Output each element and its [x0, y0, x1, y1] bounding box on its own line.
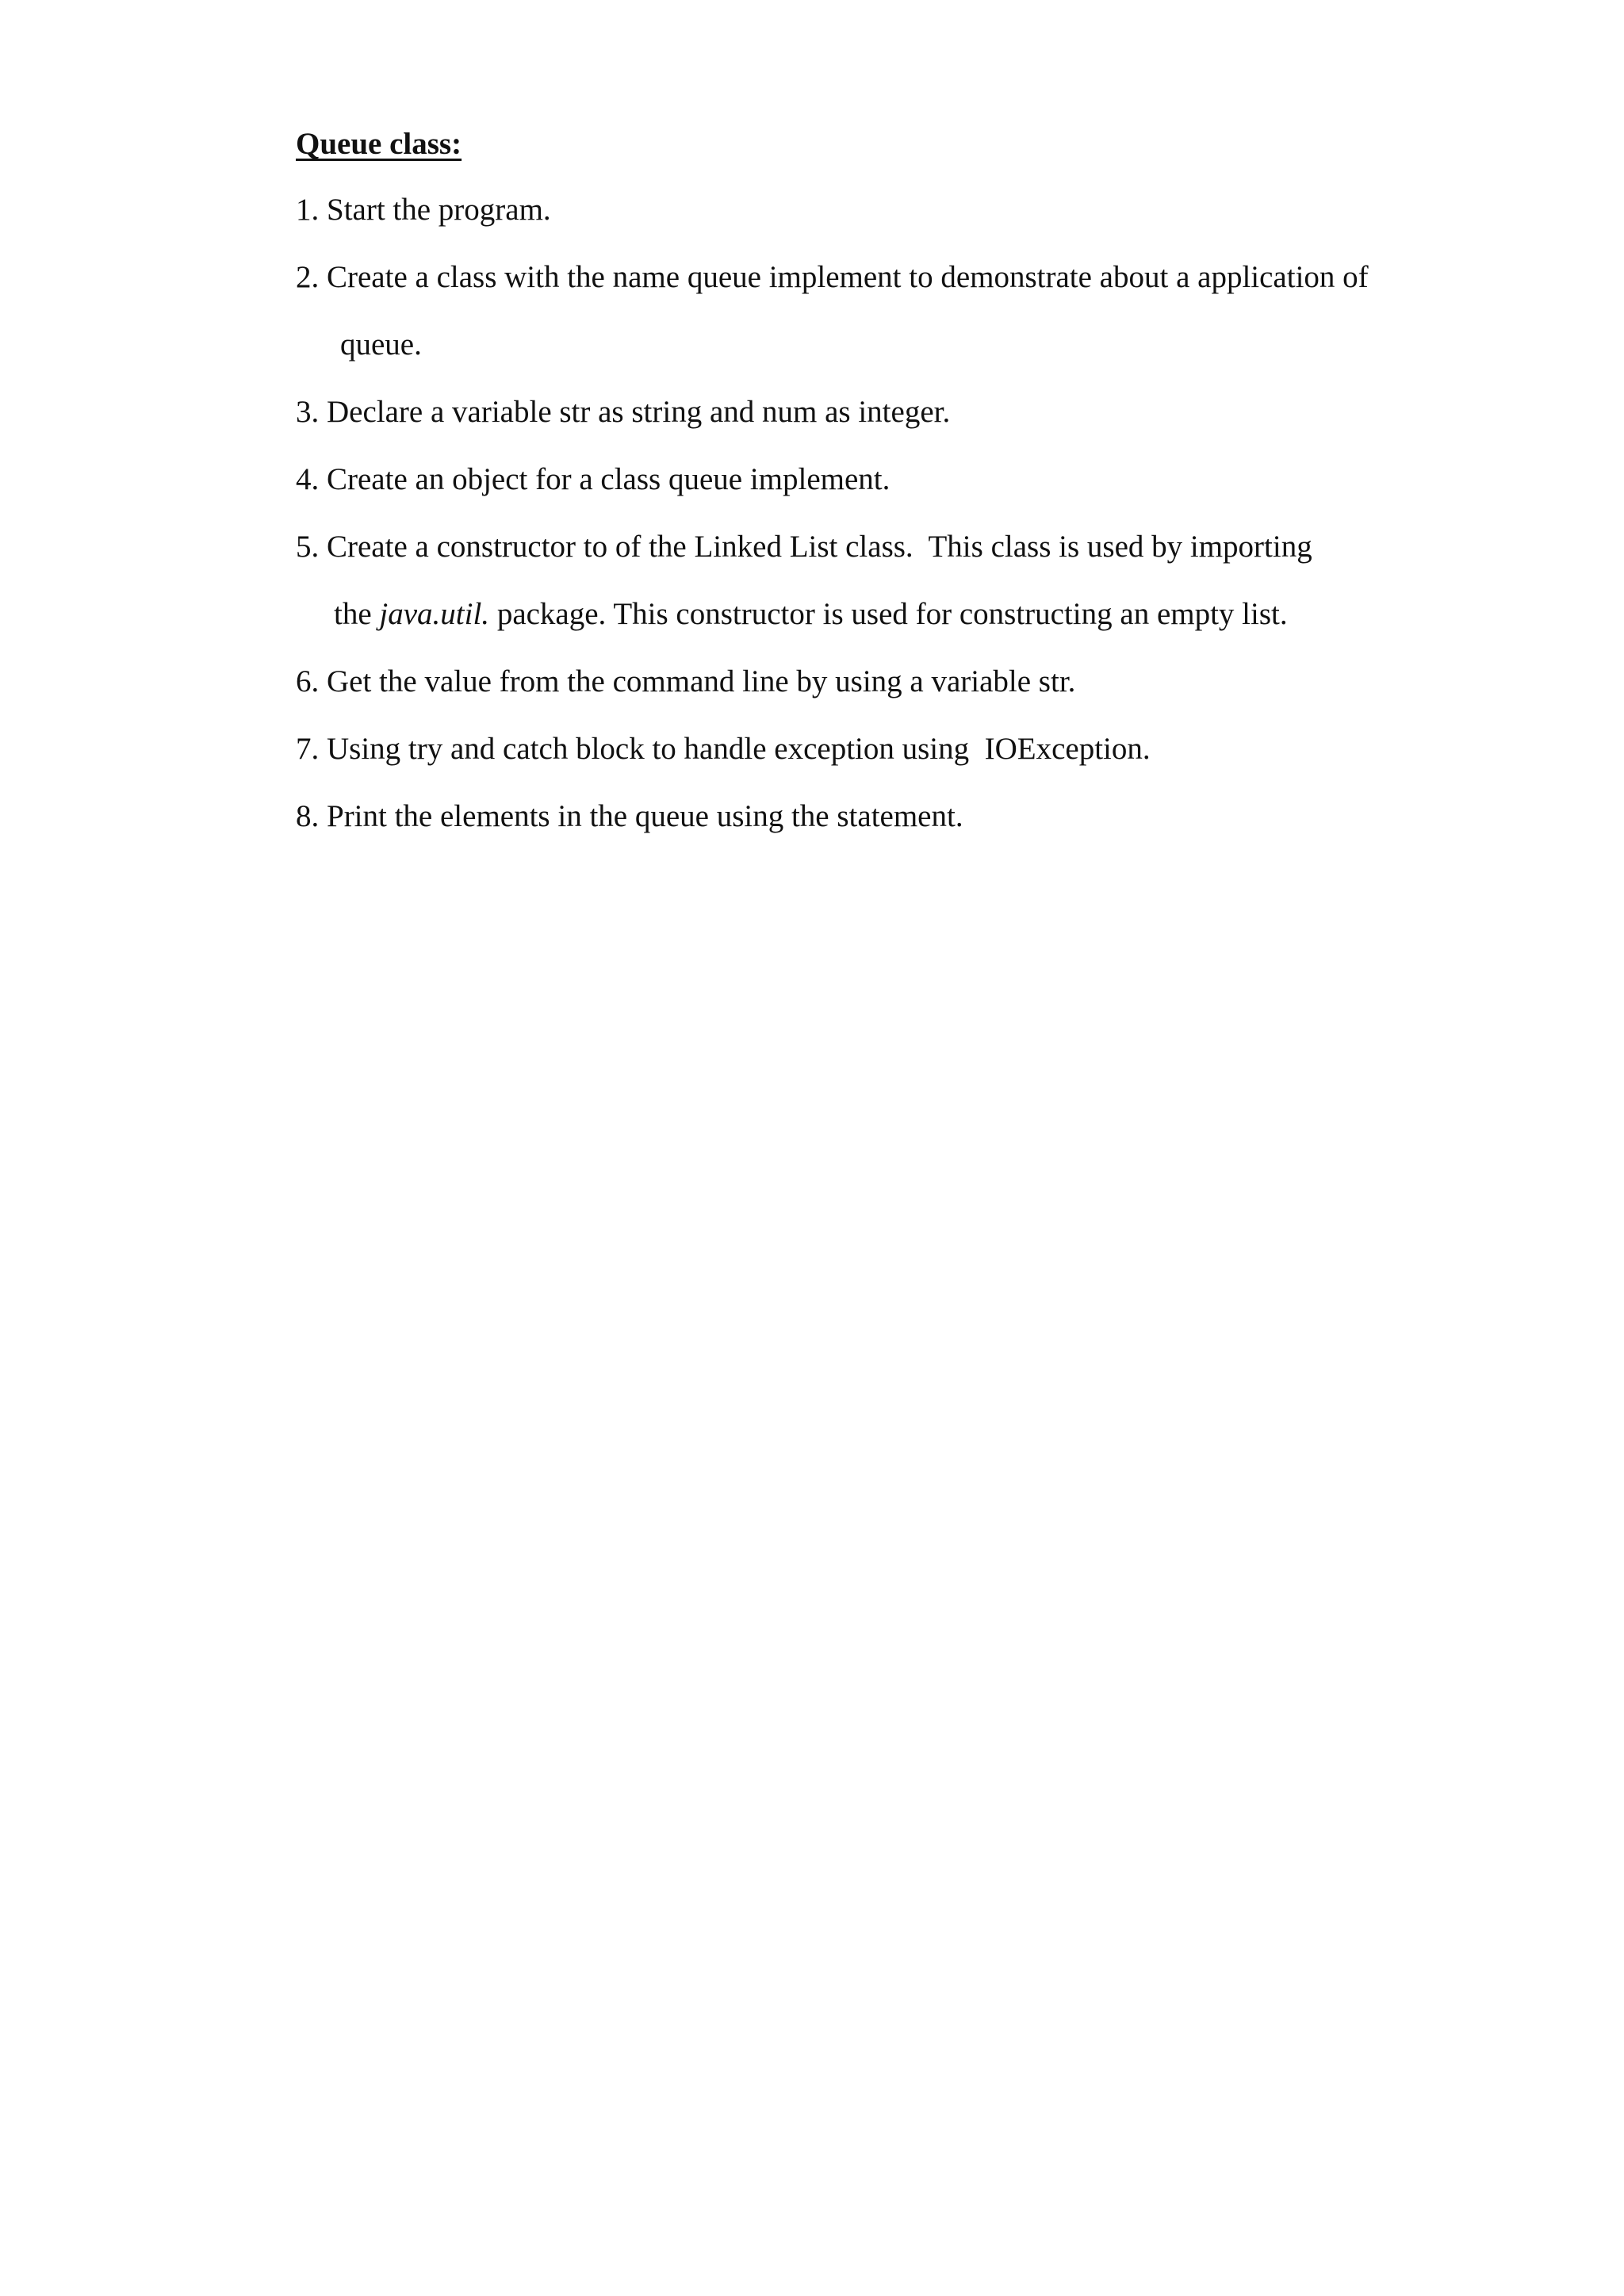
step-7: 7. Using try and catch block to handle exception using IOException.	[296, 732, 1151, 766]
step-4: 4. Create an object for a class queue implement.	[296, 462, 891, 496]
step-3: 3. Declare a variable str as string and num as integer.	[296, 395, 951, 429]
step-2: 2. Create a class with the name queue implement to demonstrate about a application of	[296, 260, 1369, 294]
document-content	[296, 128, 1446, 850]
step-1: 1. Start the program.	[296, 193, 551, 227]
steps-list	[296, 176, 1446, 850]
step-5: 5. Create a constructor to of the Linked List class. This class is used by importing	[296, 530, 1312, 564]
step-5-continuation	[296, 580, 1446, 648]
step-2-continuation: queue.	[340, 327, 422, 362]
step-8: 8. Print the elements in the queue using the statement.	[296, 799, 963, 833]
step-5-continuation-post: package. This constructor is used for constructing an empty list.	[489, 597, 1288, 631]
section-heading: Queue class:	[296, 127, 462, 161]
package-name: java.util.	[379, 597, 490, 631]
step-5-continuation-pre: the	[334, 597, 380, 631]
step-6: 6. Get the value from the command line by using a variable str.	[296, 664, 1076, 698]
